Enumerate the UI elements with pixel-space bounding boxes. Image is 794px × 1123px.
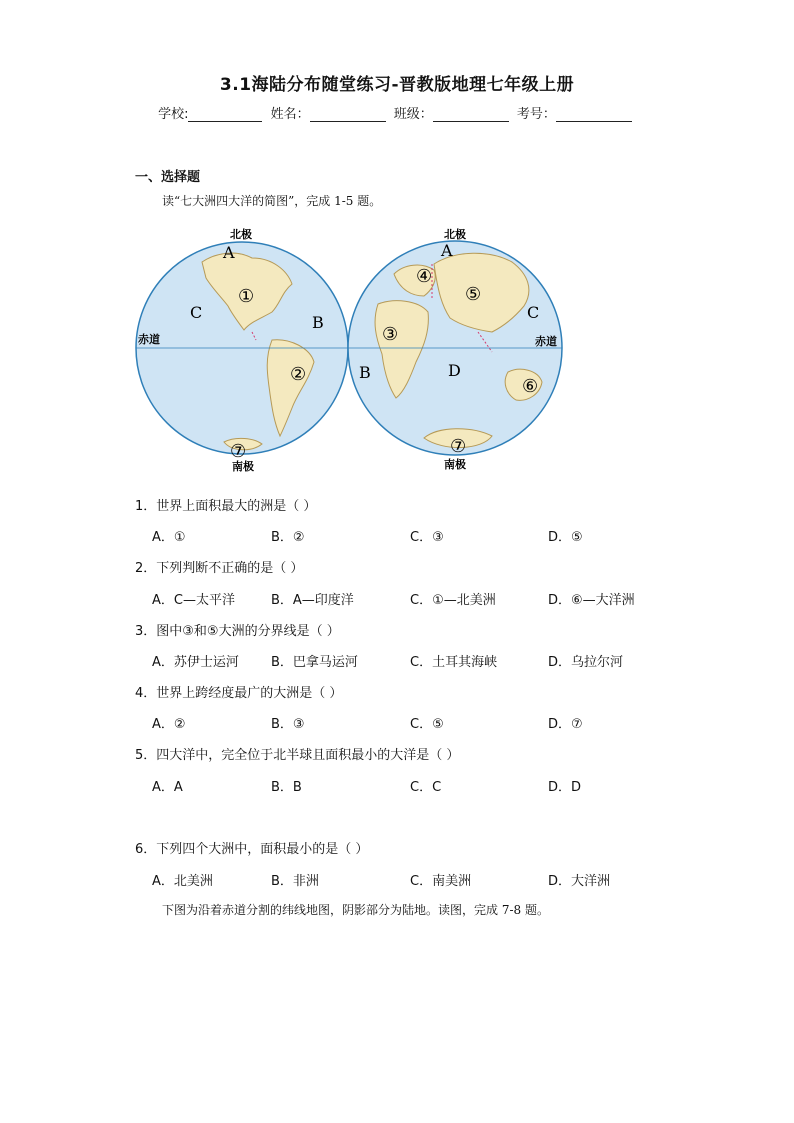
q6-option-b[interactable]: B．非洲 bbox=[271, 874, 319, 889]
q3-option-c[interactable]: C．土耳其海峡 bbox=[410, 655, 498, 670]
q4-option-b[interactable]: B．③ bbox=[271, 717, 305, 732]
continent-label-6: ⑥ bbox=[522, 376, 539, 397]
q3-option-a[interactable]: A．苏伊士运河 bbox=[152, 655, 239, 670]
question-2: 2．下列判断不正确的是（ ） bbox=[135, 561, 304, 576]
name-blank[interactable] bbox=[310, 107, 386, 122]
q4-option-d[interactable]: D．⑦ bbox=[548, 717, 583, 732]
east-south-pole-label: 南极 bbox=[444, 458, 466, 471]
east-ocean-label-d: D bbox=[448, 361, 461, 380]
q5-option-b[interactable]: B．B bbox=[271, 780, 302, 795]
q1-option-c[interactable]: C．③ bbox=[410, 530, 444, 545]
section-intro: 读“七大洲四大洋的简图”，完成 1-5 题。 bbox=[162, 194, 382, 208]
q4-option-c[interactable]: C．⑤ bbox=[410, 717, 444, 732]
student-info-line bbox=[0, 103, 794, 122]
continent-label-3: ③ bbox=[382, 324, 399, 345]
question-3: 3．图中③和⑤大洲的分界线是（ ） bbox=[135, 624, 340, 639]
east-ocean-label-c: C bbox=[527, 303, 540, 322]
class-label: 班级： bbox=[393, 107, 433, 122]
q2-option-b[interactable]: B．A—印度洋 bbox=[271, 593, 354, 608]
west-equator-label: 赤道 bbox=[138, 333, 160, 346]
west-ocean-label-c: C bbox=[190, 303, 203, 322]
west-ocean-label-a: A bbox=[223, 243, 235, 262]
east-north-pole-label: 北极 bbox=[444, 228, 466, 241]
class-blank[interactable] bbox=[433, 107, 509, 122]
continent-label-1: ① bbox=[238, 286, 255, 307]
q5-option-c[interactable]: C．C bbox=[410, 780, 442, 795]
section-intro-7-8: 下图为沿着赤道分割的纬线地图，阴影部分为陆地。读图，完成 7-8 题。 bbox=[162, 903, 549, 917]
west-south-pole-label: 南极 bbox=[232, 460, 254, 473]
name-label: 姓名： bbox=[270, 107, 310, 122]
continent-label-2: ② bbox=[290, 364, 307, 385]
question-5: 5．四大洋中，完全位于北半球且面积最小的大洋是（ ） bbox=[135, 748, 460, 763]
east-ocean-label-a: A bbox=[441, 241, 453, 260]
question-4: 4．世界上跨经度最广的大洲是（ ） bbox=[135, 686, 343, 701]
q1-option-d[interactable]: D．⑤ bbox=[548, 530, 583, 545]
q6-option-a[interactable]: A．北美洲 bbox=[152, 874, 213, 889]
continent-label-7-west: ⑦ bbox=[230, 441, 247, 462]
q4-option-a[interactable]: A．② bbox=[152, 717, 186, 732]
q5-option-a[interactable]: A．A bbox=[152, 780, 183, 795]
q1-option-a[interactable]: A．① bbox=[152, 530, 186, 545]
q2-option-d[interactable]: D．⑥—大洋洲 bbox=[548, 593, 635, 608]
east-ocean-label-b: B bbox=[359, 363, 371, 382]
world-map-two-hemispheres bbox=[132, 222, 572, 474]
school-blank[interactable] bbox=[188, 107, 262, 122]
continent-label-5: ⑤ bbox=[465, 284, 482, 305]
west-north-pole-label: 北极 bbox=[230, 228, 252, 241]
number-blank[interactable] bbox=[556, 107, 632, 122]
q5-option-d[interactable]: D．D bbox=[548, 780, 582, 795]
q2-option-c[interactable]: C．①—北美洲 bbox=[410, 593, 496, 608]
q6-option-c[interactable]: C．南美洲 bbox=[410, 874, 472, 889]
west-ocean-label-b: B bbox=[312, 313, 324, 332]
q1-option-b[interactable]: B．② bbox=[271, 530, 305, 545]
continent-label-4: ④ bbox=[416, 266, 433, 287]
q2-option-a[interactable]: A．C—太平洋 bbox=[152, 593, 235, 608]
school-label: 学校: bbox=[158, 107, 189, 122]
question-1: 1．世界上面积最大的洲是（ ） bbox=[135, 499, 317, 514]
q6-option-d[interactable]: D．大洋洲 bbox=[548, 874, 611, 889]
q3-option-d[interactable]: D．乌拉尔河 bbox=[548, 655, 624, 670]
east-equator-label: 赤道 bbox=[535, 335, 557, 348]
continent-label-7-east: ⑦ bbox=[450, 436, 467, 457]
page-title: 3.1海陆分布随堂练习-晋教版地理七年级上册 bbox=[219, 75, 575, 95]
number-label: 考号： bbox=[516, 107, 556, 122]
q3-option-b[interactable]: B．巴拿马运河 bbox=[271, 655, 358, 670]
section-title: 一、选择题 bbox=[135, 170, 201, 185]
question-6: 6．下列四个大洲中，面积最小的是（ ） bbox=[135, 842, 369, 857]
